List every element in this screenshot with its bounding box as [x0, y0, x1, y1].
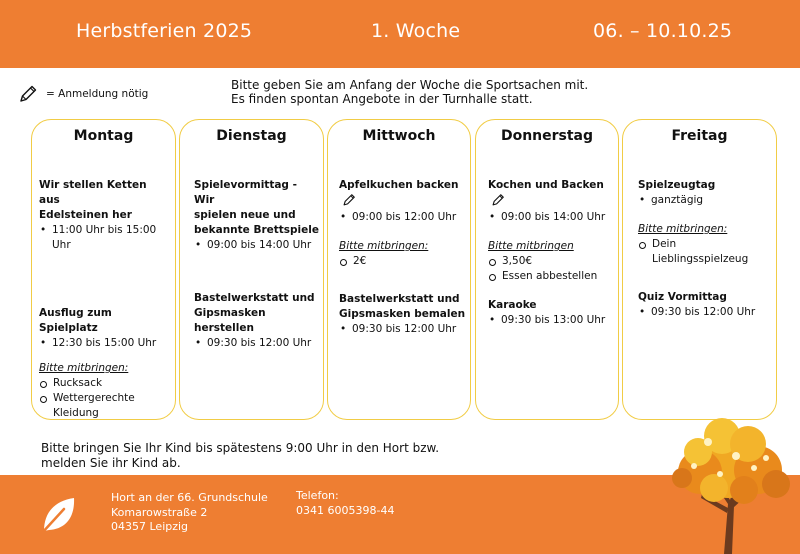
phone-label: Telefon: [296, 489, 339, 502]
address-block [111, 491, 268, 535]
page-title: Herbstferien 2025 [76, 20, 253, 42]
day-card-freitag [622, 119, 777, 420]
activity-title: Karaoke [488, 299, 537, 311]
day-content [339, 178, 466, 337]
activity-title: Gipsmasken herstellen [194, 307, 266, 334]
activity-title: Ausflug zum Spielplatz [39, 307, 112, 334]
activity-title: Bastelwerkstatt und [194, 292, 315, 304]
day-content [39, 178, 171, 421]
activity-title [488, 178, 614, 210]
activity-title: Quiz Vormittag [638, 291, 727, 303]
bring-label: Bitte mitbringen: [39, 362, 129, 374]
day-card-montag [31, 119, 176, 420]
bring-label: Bitte mitbringen [488, 240, 574, 252]
activity-time: • ganztägig [638, 193, 772, 208]
activity-time: • 09:30 bis 12:00 Uhr [194, 336, 319, 351]
bring-item: Dein Lieblingsspielzeug [638, 237, 772, 267]
day-card-mittwoch [327, 119, 471, 420]
activity-title-text: Kochen und Backen [488, 179, 604, 191]
notice-line: Bitte geben Sie am Anfang der Woche die Sportsachen mit. [231, 78, 589, 92]
activity-time: • 09:30 bis 12:00 Uhr [339, 322, 466, 337]
address-line: 04357 Leipzig [111, 520, 189, 533]
activity-title: Bastelwerkstatt und [339, 293, 460, 305]
pencil-icon [18, 84, 38, 104]
legend-text: = Anmeldung nötig [46, 88, 149, 100]
day-card-dienstag [179, 119, 324, 420]
bring-item: Wettergerechte [39, 391, 171, 406]
day-title: Montag [73, 128, 134, 144]
activity-title: Wir stellen Ketten aus [39, 179, 147, 206]
dropoff-note [41, 441, 439, 471]
activity-time: • 09:30 bis 13:00 Uhr [488, 313, 614, 328]
activity-title: spielen neue und [194, 209, 296, 221]
activity-time: • 09:00 bis 14:00 Uhr [194, 238, 319, 253]
bring-item: Essen abbestellen [488, 269, 614, 284]
bring-item-cont: Kleidung [53, 407, 99, 419]
bring-label: Bitte mitbringen: [638, 223, 728, 235]
day-title: Freitag [671, 128, 728, 144]
day-content [194, 178, 319, 351]
activity-time: • 09:30 bis 12:00 Uhr [638, 305, 772, 320]
date-range: 06. – 10.10.25 [593, 20, 733, 42]
activity-title: Spielzeugtag [638, 179, 716, 191]
day-title: Donnerstag [500, 128, 594, 144]
address-line: Hort an der 66. Grundschule [111, 491, 268, 504]
pencil-icon [342, 193, 356, 207]
day-card-donnerstag [475, 119, 619, 420]
activity-title: Spielevormittag - Wir [194, 179, 297, 206]
activity-title: bekannte Brettspiele [194, 224, 320, 236]
pencil-icon [491, 193, 505, 207]
bring-item: 2€ [339, 254, 466, 269]
legend [18, 84, 148, 104]
activity-title: Gipsmasken bemalen [339, 308, 466, 320]
day-title: Dienstag [216, 128, 287, 144]
day-content [638, 178, 772, 320]
note-line: melden Sie ihr Kind ab. [41, 456, 181, 470]
activity-title [339, 178, 466, 210]
activity-time: • 09:00 bis 12:00 Uhr [339, 210, 466, 225]
notice-line: Es finden spontan Angebote in der Turnhalle statt. [231, 92, 533, 106]
phone-number[interactable]: 0341 6005398-44 [296, 503, 395, 517]
day-title: Mittwoch [362, 128, 436, 144]
week-label: 1. Woche [371, 20, 461, 42]
activity-time: • 09:00 bis 14:00 Uhr [488, 210, 614, 225]
leaf-icon [38, 495, 78, 535]
phone-block [296, 489, 394, 518]
sports-notice [231, 78, 588, 106]
address-line: Komarowstraße 2 [111, 505, 208, 519]
activity-title-text: Apfelkuchen backen [339, 179, 459, 191]
bring-label: Bitte mitbringen: [339, 240, 429, 252]
autumn-tree-icon [658, 412, 800, 554]
day-content [488, 178, 614, 328]
bring-item: Rucksack [39, 376, 171, 391]
bring-item: 3,50€ [488, 254, 614, 269]
header-bar [0, 0, 800, 68]
activity-title: Edelsteinen her [39, 209, 132, 221]
activity-time: • 12:30 bis 15:00 Uhr [39, 336, 171, 351]
activity-time: • 11:00 Uhr bis 15:00 Uhr [39, 223, 171, 253]
note-line: Bitte bringen Sie Ihr Kind bis spätestens 9:00 Uhr in den Hort bzw. [41, 441, 440, 455]
